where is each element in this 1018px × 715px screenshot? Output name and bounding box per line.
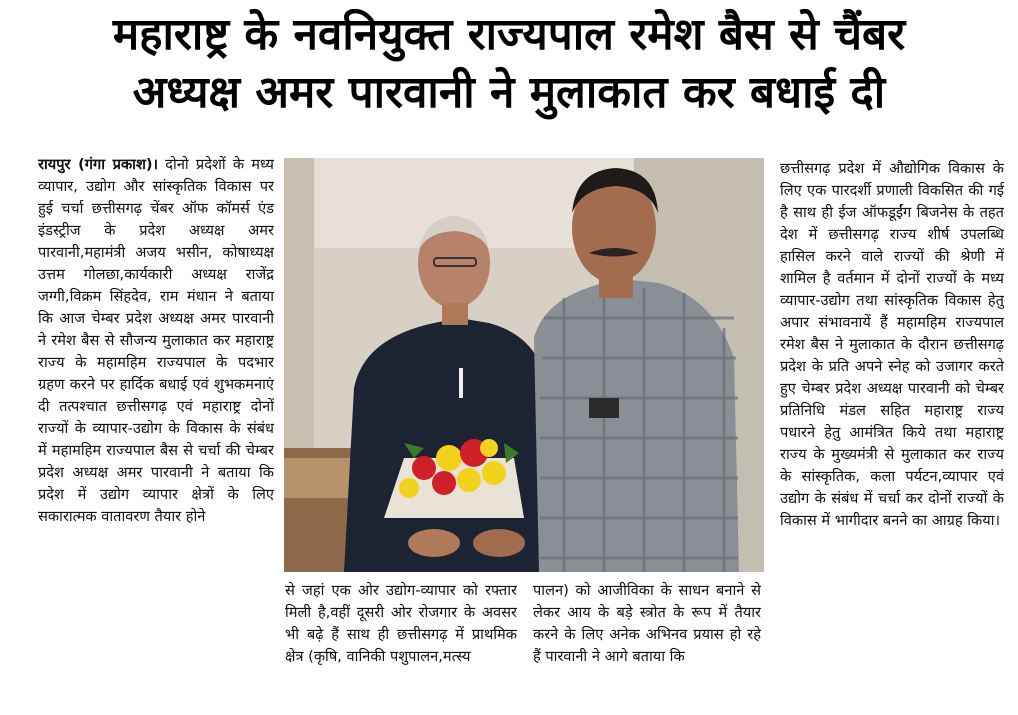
article-column-middle-b — [533, 580, 761, 710]
article-text-left: दोनो प्रदेशों के मध्य व्यापार, उद्योग और सांस्कृतिक विकास पर हुई चर्चा छत्तीसगढ़ चेंबर ऑफ कॉमर्स एंड इंडस्ट्रीज के प्रदेश अध्यक्ष अमर पारवानी,महामंत्री अजय भसीन, कोषाध्यक्ष उत्तम गोलछा,कार्यकारी अध्यक्ष राजेंद्र जग्गी,विक्रम सिंहदेव, राम मंधान ने बताया कि आज चेम्बर प्रदेश अध्यक्ष अमर पारवानी ने रमेश बैस से सौजन्य मुलाकात कर महाराष्ट्र राज्य के महामहिम राज्यपाल के पदभार ग्रहण करने पर हार्दिक बधाई एवं शुभकमनाएं दी तत्पश्चात छत्तीसगढ़ एवं महाराष्ट्र दोनों राज्यों के व्यापार-उद्योग के विकास के संबंध में महामहिम राज्यपाल बैस से चर्चा की चेम्बर प्रदेश अध्यक्ष अमर पारवानी ने बताया कि प्रदेश में उद्योग व्यापार क्षेत्रों के लिए सकारात्मक वातावरण तैयार होने — [38, 156, 274, 525]
headline — [0, 6, 1018, 122]
photo-illustration — [284, 158, 764, 572]
dateline: रायपुर (गंगा प्रकाश)। — [38, 156, 159, 173]
headline-line-1: महाराष्ट्र के नवनियुक्त राज्यपाल रमेश बैस से चैंबर — [112, 9, 906, 60]
article-column-left — [38, 154, 274, 706]
headline-line-2: अध्यक्ष अमर पारवानी ने मुलाकात कर बधाई दी — [132, 67, 886, 118]
article-text-right: छत्तीसगढ़ प्रदेश में औद्योगिक विकास के लिए एक पारदर्शी प्रणाली विकसित की गई है साथ ही ईज ऑफडूईंग बिजनेस के तहत देश में छत्तीसगढ़ राज्य शीर्ष उपलब्धि हासिल करने वाले राज्यों की श्रेणी में शामिल है वर्तमान में दोनों राज्यों के मध्य व्यापार-उद्योग तथा सांस्कृतिक विकास हेतु अपार संभावनायें हैं महामहिम राज्यपाल रमेश बैस ने मुलाकात के दौरान छत्तीसगढ़ प्रदेश के प्रति अपने स्नेह को उजागर करते हुए चेम्बर प्रदेश अध्यक्ष पारवानी को चेम्बर प्रतिनिधि मंडल सहित महाराष्ट्र राज्य पधारने हेतु आमंत्रित किये तथा महाराष्ट्र राज्य के मुख्यमंत्री से मुलाकात कर राज्य के सांस्कृतिक, कला पर्यटन,व्यापार एवं उद्योग के संबंध में चर्चा कर दोनों राज्यों के विकास में भागीदार बनने का आग्रह किया। — [780, 160, 1004, 529]
news-photo — [284, 158, 764, 572]
article-column-right — [780, 158, 1004, 710]
article-text-middle-b: पालन) को आजीविका के साधन बनाने से लेकर आय के बड़े स्त्रोत के रूप में तैयार करने के लिए अनेक अभिनव प्रयास हो रहे हैं पारवानी ने आगे बताया कि — [533, 582, 761, 665]
article-text-middle-a: से जहां एक ओर उद्योग-व्यापार को रफ्तार मिली है,वहीं दूसरी ओर रोजगार के अवसर भी बढ़े हैं साथ ही छत्तीसगढ़ में प्राथमिक क्षेत्र (कृषि, वानिकी पशुपालन,मत्स्य — [285, 582, 517, 665]
article-column-middle-a — [285, 580, 517, 710]
